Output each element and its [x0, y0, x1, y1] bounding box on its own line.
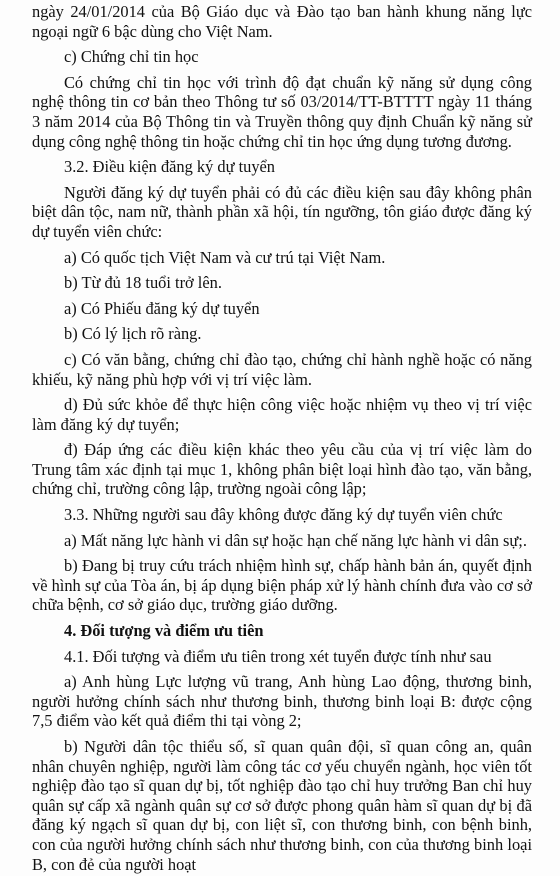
paragraph-language-framework: ngày 24/01/2014 của Bộ Giáo dục và Đào tạo ban hành khung năng lực ngoại ngữ 6 bậc dùng cho Việt Nam.: [32, 2, 532, 41]
list-item-background: b) Có lý lịch rõ ràng.: [64, 324, 202, 344]
list-item-health: d) Đủ sức khỏe để thực hiện công việc hoặc nhiệm vụ theo vị trí việc làm đăng ký dự tuyển;: [32, 395, 532, 434]
list-item-criminal-prosecution: b) Đang bị truy cứu trách nhiệm hình sự, chấp hành bản án, quyết định về hình sự của Tòa án, bị áp dụng biện pháp xử lý hành chính đưa vào cơ sở chữa bệnh, cơ sở giáo dục, trường giáo dưỡng.: [32, 556, 532, 615]
section-heading-4-1: 4.1. Đối tượng và điểm ưu tiên trong xét tuyển được tính như sau: [64, 646, 492, 666]
paragraph-it-certificate-heading: c) Chứng chỉ tin học: [64, 47, 199, 67]
list-item-age: b) Từ đủ 18 tuổi trở lên.: [64, 273, 222, 293]
list-item-qualifications: c) Có văn bằng, chứng chỉ đào tạo, chứng chỉ hành nghề hoặc có năng khiếu, kỹ năng phù hợp với vị trí việc làm.: [32, 349, 532, 389]
list-item-heroes-priority: a) Anh hùng Lực lượng vũ trang, Anh hùng Lao động, thương binh, người hưởng chính sách như thương binh, thương binh loại B: được cộng 7,5 điểm vào kết quả điểm thi tại vòng 2;: [32, 672, 532, 731]
list-item-registration-form: a) Có Phiếu đăng ký dự tuyển: [64, 298, 260, 318]
paragraph-it-certificate-body: Có chứng chỉ tin học với trình độ đạt chuẩn kỹ năng sử dụng công nghệ thông tin cơ bản theo Thông tư số 03/2014/TT-BTTTT ngày 11 tháng 3 năm 2014 của Bộ Thông tin và Truyền thông quy định Chuẩn kỹ năng sử dụng công nghệ thông tin hoặc chứng chỉ tin học ứng dụng tương đương.: [32, 72, 532, 151]
list-item-ethnic-officers-priority: b) Người dân tộc thiểu số, sĩ quan quân đội, sĩ quan công an, quân nhân chuyên nghiệp, người làm công tác cơ yếu chuyển ngành, học viên tốt nghiệp đào tạo sĩ quan dự bị, tốt nghiệp đào tạo chỉ huy trưởng Ban chỉ huy quân sự cấp xã ngành quân sự cơ sở được phong quân hàm sĩ quan dự bị đã đăng ký ngạch sĩ quan dự bị, con liệt sĩ, con thương binh, con bệnh binh, con của người hưởng chính sách như thương binh, con của thương binh loại B, con đẻ của người hoạt: [32, 737, 532, 874]
list-item-civil-capacity: a) Mất năng lực hành vi dân sự hoặc hạn chế năng lực hành vi dân sự;.: [64, 530, 527, 550]
section-heading-3-2: 3.2. Điều kiện đăng ký dự tuyển: [64, 157, 275, 177]
document-body: [32, 2, 532, 876]
paragraph-eligibility-intro: Người đăng ký dự tuyển phải có đủ các điều kiện sau đây không phân biệt dân tộc, nam nữ, thành phần xã hội, tín ngưỡng, tôn giáo được đăng ký dự tuyển viên chức:: [32, 182, 532, 241]
list-item-nationality: a) Có quốc tịch Việt Nam và cư trú tại Việt Nam.: [64, 247, 386, 267]
section-heading-3-3: 3.3. Những người sau đây không được đăng ký dự tuyển viên chức: [64, 505, 503, 525]
section-heading-4: 4. Đối tượng và điểm ưu tiên: [64, 621, 264, 641]
list-item-other-conditions: đ) Đáp ứng các điều kiện khác theo yêu cầu của vị trí việc làm do Trung tâm xác định tại mục 1, không phân biệt loại hình đào tạo, văn bằng, chứng chỉ, trường công lập, trường ngoài công lập;: [32, 440, 532, 499]
